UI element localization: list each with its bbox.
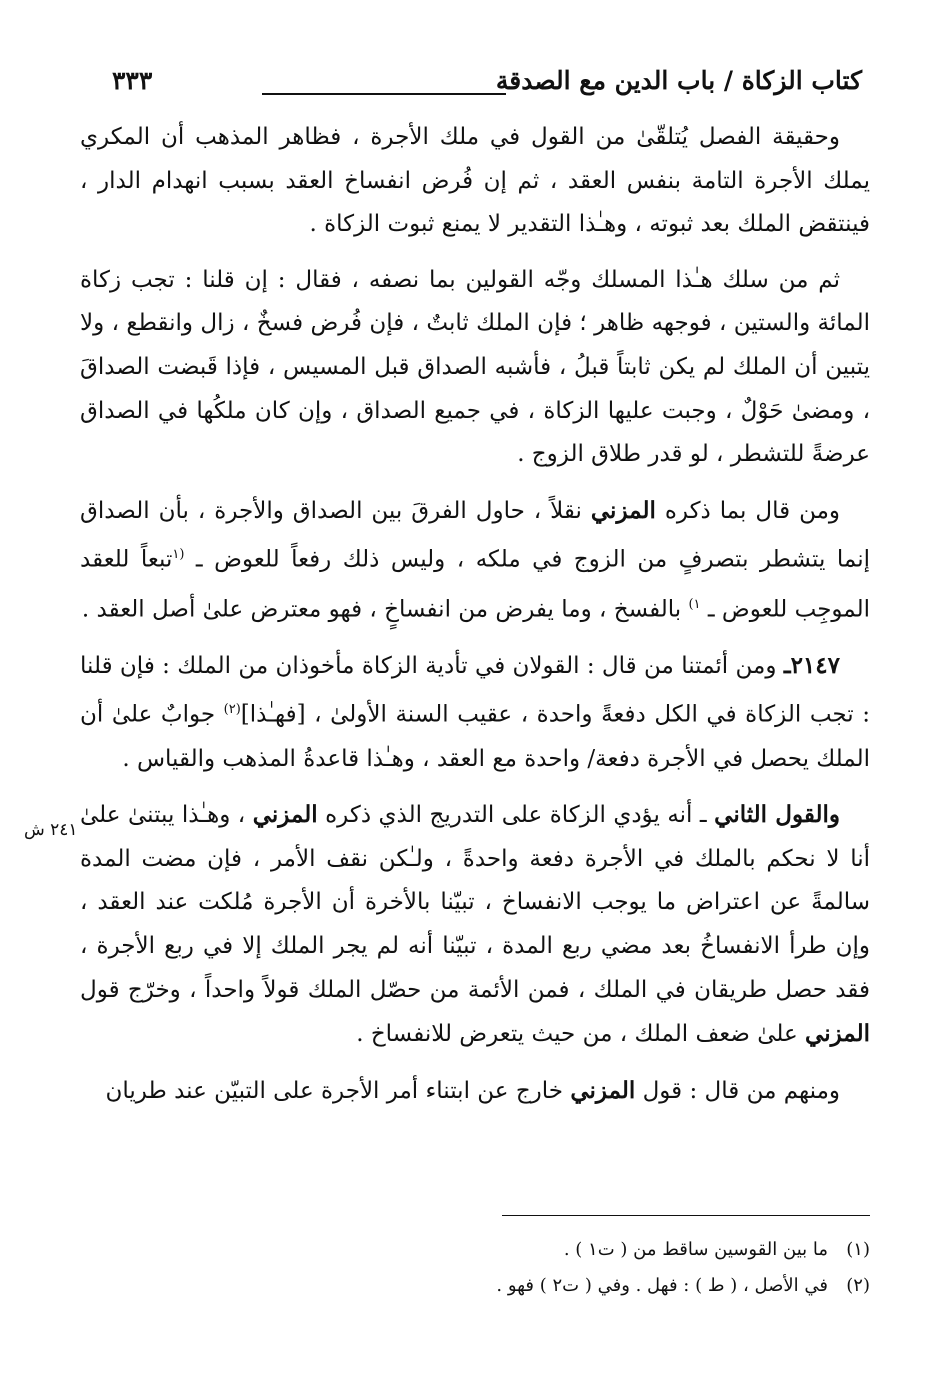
header-title: كتاب الزكاة / باب الدين مع الصدقة [495, 66, 862, 95]
paragraph-3-end: بالفسخ ، وما يفرض من انفساخٍ ، فهو معترض علىٰ أصل العقد . [81, 596, 689, 623]
paragraph-4 [80, 644, 870, 781]
name-muzani: المزني [570, 1076, 636, 1104]
paragraph-5-end: علىٰ ضعف الملك ، من حيث يتعرض للانفساخ . [356, 1021, 806, 1048]
paragraph-5-mid2: ، وهـٰذا يبتنىٰ علىٰ أنا لا نحكم بالملك في الأجرة دفعة واحدةً ، ولـٰكن نقف الأمر ، فإن مضت المدة سالمةً عن اعتراض ما يوجب الانفساخ ، تبيّنا بالأخرة أن الأجرة مُلكت عند العقد ، وإن طرأ الانفساخُ بعد مضي ربع المدة ، تبيّنا أنه لم يجر الملك إلا في ربع الأجرة ، فقد حصل طريقان في الملك ، فمن الأئمة من حصّل الملك قولاً واحداً ، وخرّج قول [80, 802, 870, 1003]
paragraph-3 [80, 489, 870, 632]
paragraph-2: ثم من سلك هـٰذا المسلك وجّه القولين بما نصفه ، فقال : إن قلنا : تجب زكاة المائة والستين ، فوجهه ظاهر ؛ فإن الملك ثابتٌ ، فإن فُرض فسخٌ ، زال وانقطع ، ولا يتبين أن الملك لم يكن ثابتاً قبلُ ، فأشبه الصداق قبل المسيس ، فإذا قَبضت الصداقَ ، ومضىٰ حَوْلٌ ، وجبت عليها الزكاة ، في جميع الصداق ، وإن كان ملكُها في الصداق عرضةً للتشطر ، لو قدر طلاق الزوج . [80, 266, 870, 468]
header-rule [262, 93, 506, 95]
footnote-ref-2: (٢) [223, 702, 241, 718]
paragraph-3-pre: ومن قال بما ذكره [655, 497, 841, 524]
paragraph-6-post: خارج عن ابتناء أمر الأجرة على التبيّن عند طريان [105, 1077, 571, 1104]
paragraph-3-mid: تبعاً للعقد الموجِب للعوض ـ [80, 547, 870, 623]
margin-note: ٢٤١ ش [24, 820, 78, 840]
name-muzani: المزني [590, 496, 656, 524]
paragraph-3-post: نقلاً ، حاول الفرقَ بين الصداق والأجرة ، بأن الصداق إنما يتشطر بتصرفٍ من الزوج في ملكه ، وليس ذلك رفعاً للعوض ـ [80, 497, 870, 573]
issue-number: ٢١٤٧ـ [783, 651, 840, 679]
paragraph-6 [80, 1069, 870, 1114]
running-header [90, 66, 862, 106]
paragraph-4-pre: ومن أئمتنا من قال : القولان في تأدية الزكاة مأخوذان من الملك : فإن قلنا : تجب الزكاة في الكل دفعةً واحدة ، عقيب السنة الأولىٰ ، [فهـٰذا] [80, 652, 870, 729]
footnote-ref-1-open: (١ [172, 547, 185, 563]
footnote-ref-1-close: ١) [688, 596, 701, 612]
footnote-1-text: ما بين القوسين ساقط من ( ت١ ) . [563, 1239, 828, 1260]
paragraph-1: وحقيقة الفصل يُتلقّىٰ من القول في ملك الأجرة ، فظاهر المذهب أن المكري يملك الأجرة التامة بنفس العقد ، ثم إن فُرض انفساخ العقد بسبب انهدام الدار ، فينتقض الملك بعد ثبوته ، وهـٰذا التقدير لا يمنع ثبوت الزكاة . [80, 124, 870, 238]
name-muzani: المزني [252, 801, 318, 829]
paragraph-6-pre: ومنهم من قال : قول [635, 1077, 840, 1104]
page-number: ٣٣٣ [112, 66, 153, 95]
second-opinion-label: والقول الثاني [714, 801, 840, 829]
footnote-2-text: في الأصل ، ( ط ) : فهل . وفي ( ت٢ ) فهو . [496, 1275, 828, 1296]
footnote-divider [502, 1215, 870, 1216]
name-muzani: المزني [805, 1020, 870, 1048]
paragraph-4-post: جوابٌ علىٰ أن الملك يحصل في الأجرة دفعة/ واحدة مع العقد ، وهـٰذا قاعدةُ المذهب والقياس . [80, 702, 870, 772]
main-text [80, 116, 870, 1113]
footnotes [420, 1232, 870, 1304]
footnote-1-number: (١) [846, 1239, 870, 1260]
paragraph-5 [80, 793, 870, 1057]
footnote-2 [420, 1268, 870, 1304]
paragraph-5-mid1: ـ أنه يؤدي الزكاة على التدريج الذي ذكره [317, 802, 715, 829]
footnote-2-number: (٢) [846, 1275, 870, 1296]
footnote-1 [420, 1232, 870, 1268]
